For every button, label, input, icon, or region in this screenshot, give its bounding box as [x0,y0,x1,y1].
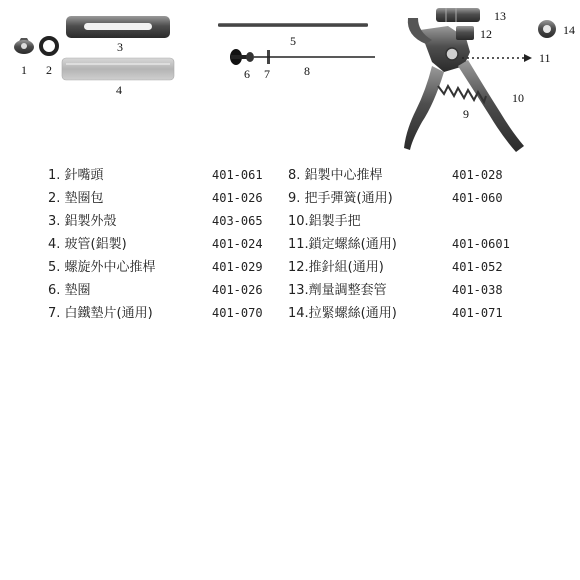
callout-5: 5 [290,34,296,48]
part-name: 10.鋁製手把 [288,214,361,229]
callout-6: 6 [244,67,250,81]
parts-row-1 [0,164,580,187]
part-name: 5. 螺旋外中心推桿 [48,260,156,275]
part-code: 401-071 [452,306,503,320]
callout-9: 9 [463,107,469,121]
part-needle-hub [14,38,34,54]
parts-row-5 [0,256,580,279]
part-code: 401-070 [212,306,263,320]
part-name: 6. 墊圈 [48,283,91,298]
part-name: 13.劑量調整套管 [288,283,387,298]
part-name: 7. 白鐵墊片(通用) [48,306,153,321]
part-name: 2. 墊圈包 [48,191,104,206]
parts-row-3 [0,210,580,233]
callout-1: 1 [21,63,27,77]
part-name: 12.推針組(通用) [288,260,384,275]
part-name: 9. 把手彈簧(通用) [288,191,393,206]
part-code: 401-052 [452,260,503,274]
part-name: 4. 玻管(鋁製) [48,237,127,252]
parts-row-6 [0,279,580,302]
part-code: 401-060 [452,191,503,205]
parts-row-7 [0,302,580,325]
part-name: 3. 鋁製外殼 [48,214,117,229]
part-code: 401-061 [212,168,263,182]
callout-2: 2 [46,63,52,77]
part-code: 401-029 [212,260,263,274]
callout-3: 3 [117,40,123,54]
callout-12: 12 [480,27,492,41]
part-code: 403-065 [212,214,263,228]
part-name: 11.鎖定螺絲(通用) [288,237,397,252]
part-dose-adjust-sleeve [436,8,480,22]
callout-10: 10 [512,91,524,105]
callout-4: 4 [116,83,122,97]
part-code: 401-024 [212,237,263,251]
part-code: 401-0601 [452,237,510,251]
callout-13: 13 [494,9,506,23]
part-name: 8. 鋁製中心推桿 [288,168,383,183]
callout-8: 8 [304,64,310,78]
part-aluminum-housing [66,16,170,38]
parts-row-2 [0,187,580,210]
callout-7: 7 [264,67,270,81]
part-code: 401-038 [452,283,503,297]
part-washer [230,49,254,65]
part-name: 1. 針嘴頭 [48,168,104,183]
part-threaded-plunger-rod [218,23,368,27]
part-glass-tube [62,58,174,80]
part-pusher-assembly [456,26,474,40]
part-code: 401-028 [452,168,503,182]
exploded-parts-diagram [0,0,580,160]
callout-14: 14 [563,23,575,37]
callout-11: 11 [539,51,551,65]
callout-arrow-locking-screw [462,54,532,62]
parts-row-4 [0,233,580,256]
part-name: 14.拉緊螺絲(通用) [288,306,397,321]
part-tension-screw [538,20,556,38]
part-washer-pack [41,38,57,54]
part-code: 401-026 [212,191,263,205]
part-code: 401-026 [212,283,263,297]
